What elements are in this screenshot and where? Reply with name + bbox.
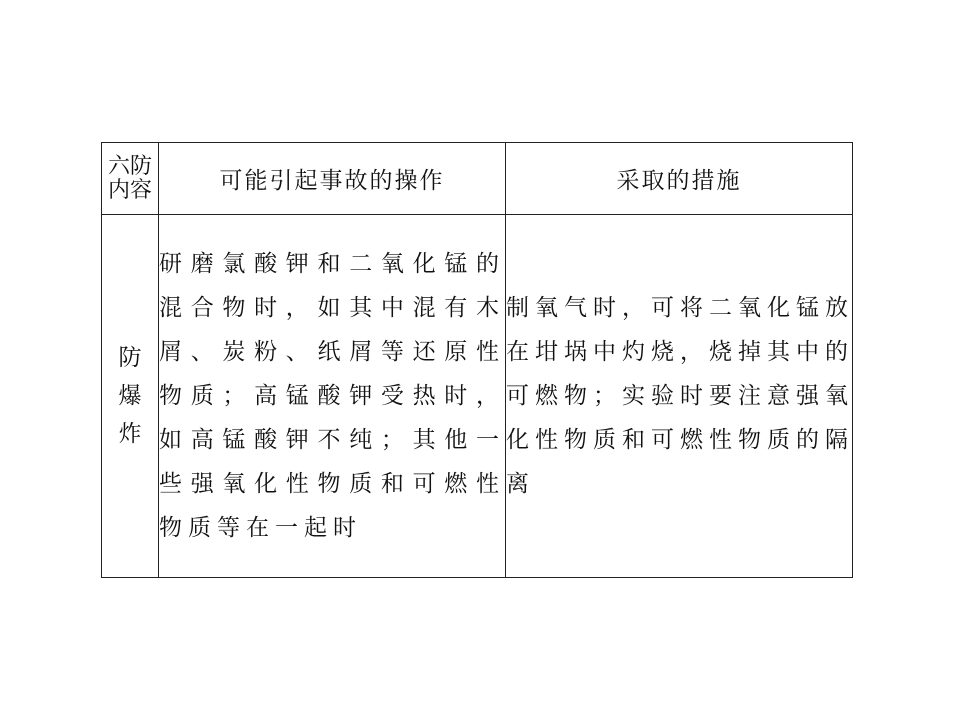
header-category-cell bbox=[102, 143, 159, 215]
row-measure: 制氧气时，可将二氧化锰放在坩埚中灼烧，烧掉其中的可燃物；实验时要注意强氧化性物质和可燃性物质的隔离 bbox=[506, 295, 852, 497]
header-operation-cell bbox=[159, 143, 506, 215]
table-row bbox=[102, 215, 853, 578]
header-operation: 可能引起事故的操作 bbox=[219, 168, 445, 194]
row-category-cell bbox=[102, 215, 159, 578]
header-measure: 采取的措施 bbox=[616, 168, 742, 194]
header-category: 六防内容 bbox=[107, 153, 152, 203]
row-operation: 研磨氯酸钾和二氧化锰的混合物时，如其中混有木屑、炭粉、纸屑等还原性物质；高锰酸钾受热时，如高锰酸钾不纯；其他一些强氧化性物质和可燃性物质等在一起时 bbox=[159, 251, 505, 541]
header-measure-cell bbox=[506, 143, 853, 215]
row-operation-cell bbox=[159, 215, 506, 578]
safety-table bbox=[101, 142, 853, 578]
row-category: 防爆炸 bbox=[118, 345, 142, 447]
table-header-row bbox=[102, 143, 853, 215]
row-measure-cell bbox=[506, 215, 853, 578]
